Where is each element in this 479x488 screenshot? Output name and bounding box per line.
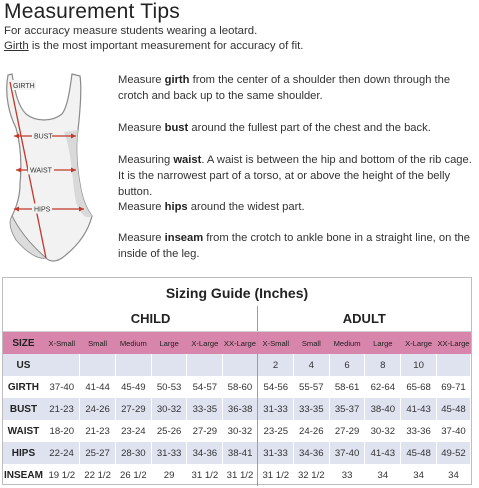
leotard-illustration <box>2 72 106 267</box>
table-cell: 6 <box>329 354 365 376</box>
table-cell: 54-57 <box>192 381 218 393</box>
table-cell: 37-40 <box>329 442 365 464</box>
size-adult-xsmall: X-Small <box>258 332 294 355</box>
table-cell: 21-23 <box>85 425 110 437</box>
intro-line-1: For accuracy measure students wearing a leotard. <box>4 25 258 37</box>
table-cell: 34-36 <box>187 442 223 464</box>
row-label: INSEAM <box>4 469 43 481</box>
table-cell: 21-23 <box>44 398 80 420</box>
table-cell: 45-49 <box>121 381 146 393</box>
intro-text <box>4 24 303 54</box>
table-cell: 55-57 <box>299 381 324 393</box>
size-child-large: Large <box>151 332 187 355</box>
bust-arrow-left <box>14 134 19 139</box>
size-header: SIZE <box>3 332 44 355</box>
table-row <box>3 464 471 486</box>
table-cell: 32 1/2 <box>297 469 325 481</box>
size-adult-large: Large <box>365 332 401 355</box>
sizing-table-body <box>3 354 471 486</box>
table-cell: 34 <box>377 469 389 481</box>
table-row <box>3 442 471 464</box>
table-cell: 37-40 <box>49 381 75 393</box>
table-cell: 45-48 <box>401 442 437 464</box>
table-cell: 23-24 <box>121 425 146 437</box>
table-row <box>3 354 471 376</box>
table-cell: 50-53 <box>156 381 182 393</box>
size-child-xlarge: X-Large <box>187 332 223 355</box>
table-cell: 41-44 <box>85 381 110 393</box>
girth-term: Girth <box>4 40 29 52</box>
table-cell: 18-20 <box>49 425 75 437</box>
table-cell: 31 1/2 <box>223 464 258 486</box>
tip-bust: Measure bust around the fullest part of the chest and the back. <box>118 122 431 134</box>
table-cell: 54-56 <box>263 381 289 393</box>
table-cell <box>151 354 187 376</box>
intro-line-2-rest: is the most important measurement for accuracy of fit. <box>28 40 304 52</box>
table-row <box>3 398 471 420</box>
table-cell: 22-24 <box>44 442 80 464</box>
table-cell: 33-35 <box>187 398 223 420</box>
table-cell: 34-36 <box>293 442 329 464</box>
table-cell: 37-40 <box>441 425 466 437</box>
row-label: BUST <box>3 398 44 420</box>
table-cell: 36-38 <box>223 398 258 420</box>
tip-hips: Measure hips around the widest part. <box>118 201 305 213</box>
table-cell: 31-33 <box>258 398 294 420</box>
size-adult-medium: Medium <box>329 332 365 355</box>
size-adult-small: Small <box>293 332 329 355</box>
size-adult-xlarge: X-Large <box>401 332 437 355</box>
size-child-small: Small <box>80 332 116 355</box>
size-child-xxlarge: XX-Large <box>223 332 258 355</box>
girth-label: GIRTH <box>13 83 35 90</box>
table-cell: 65-68 <box>406 381 431 393</box>
size-adult-xxlarge: XX-Large <box>436 332 470 355</box>
table-cell: 27-29 <box>334 425 360 437</box>
sizing-guide-title: Sizing Guide (Inches) <box>165 285 309 301</box>
table-cell: 31-33 <box>258 442 294 464</box>
table-cell: 26 1/2 <box>120 469 147 481</box>
table-cell <box>436 354 470 376</box>
tip-inseam: Measure inseam from the crotch to ankle bone in a straight line, on the inside of the leg. <box>118 232 470 260</box>
table-cell: 33-36 <box>406 425 431 437</box>
hips-label: HIPS <box>34 206 51 214</box>
bust-label: BUST <box>34 133 53 141</box>
waist-label: WAIST <box>30 167 52 175</box>
page-title: Measurement Tips <box>4 0 180 23</box>
table-cell: 34 <box>448 469 459 481</box>
table-cell: 30-32 <box>151 398 187 420</box>
table-cell: 4 <box>293 354 329 376</box>
row-label: WAIST <box>7 425 40 437</box>
table-cell: 38-41 <box>223 442 258 464</box>
table-cell: 24-26 <box>80 398 116 420</box>
adult-group-header: ADULT <box>258 306 471 332</box>
table-cell: 58-60 <box>223 376 258 398</box>
tip-girth: Measure girth from the center of a shoulder then down through the crotch and back up to the same shoulder. <box>118 74 451 102</box>
table-cell: 41-43 <box>365 442 401 464</box>
table-cell: 69-71 <box>441 381 466 393</box>
table-cell: 25-26 <box>156 425 182 437</box>
row-label: US <box>3 354 44 376</box>
table-cell: 62-64 <box>370 381 396 393</box>
table-row <box>3 376 471 398</box>
table-cell: 33 <box>341 469 353 481</box>
table-cell: 19 1/2 <box>48 469 76 481</box>
child-group-header: CHILD <box>44 306 258 332</box>
table-cell: 33-35 <box>293 398 329 420</box>
table-cell: 25-27 <box>80 442 116 464</box>
size-header-row <box>3 332 471 355</box>
table-cell: 27-29 <box>115 398 151 420</box>
table-cell: 27-29 <box>192 425 218 437</box>
table-cell: 35-37 <box>329 398 365 420</box>
size-group-row <box>3 306 471 332</box>
row-label: GIRTH <box>7 381 40 393</box>
sizing-table <box>3 306 471 486</box>
table-cell: 45-48 <box>436 398 470 420</box>
intro-line-2 <box>4 39 303 54</box>
table-cell: 34 <box>413 469 424 481</box>
waist-arrow-left <box>16 168 21 173</box>
table-cell: 41-43 <box>401 398 437 420</box>
tip-waist: Measuring waist. A waist is between the hip and bottom of the rib cage. It is the narrowest part of a torso, at or above the height of the belly button. <box>118 154 472 198</box>
table-cell: 58-61 <box>334 381 360 393</box>
table-cell: 31 1/2 <box>191 469 219 481</box>
table-cell: 22 1/2 <box>84 469 111 481</box>
table-cell: 31-33 <box>151 442 187 464</box>
table-cell: 49-52 <box>436 442 470 464</box>
table-cell: 30-32 <box>370 425 396 437</box>
table-cell: 23-25 <box>263 425 289 437</box>
leotard-diagram <box>2 72 106 267</box>
table-cell: 38-40 <box>365 398 401 420</box>
table-cell: 10 <box>401 354 437 376</box>
table-cell: 30-32 <box>223 420 258 442</box>
sizing-guide <box>2 277 472 485</box>
table-cell <box>187 354 223 376</box>
table-cell <box>223 354 258 376</box>
table-cell: 2 <box>258 354 294 376</box>
table-cell <box>80 354 116 376</box>
table-row <box>3 420 471 442</box>
table-cell <box>115 354 151 376</box>
table-cell: 24-26 <box>299 425 324 437</box>
table-cell: 31 1/2 <box>262 469 290 481</box>
table-cell: 29 <box>163 469 175 481</box>
row-label: HIPS <box>3 442 44 464</box>
table-cell: 28-30 <box>115 442 151 464</box>
size-child-medium: Medium <box>115 332 151 355</box>
size-child-xsmall: X-Small <box>44 332 80 355</box>
table-cell <box>44 354 80 376</box>
table-cell: 8 <box>365 354 401 376</box>
